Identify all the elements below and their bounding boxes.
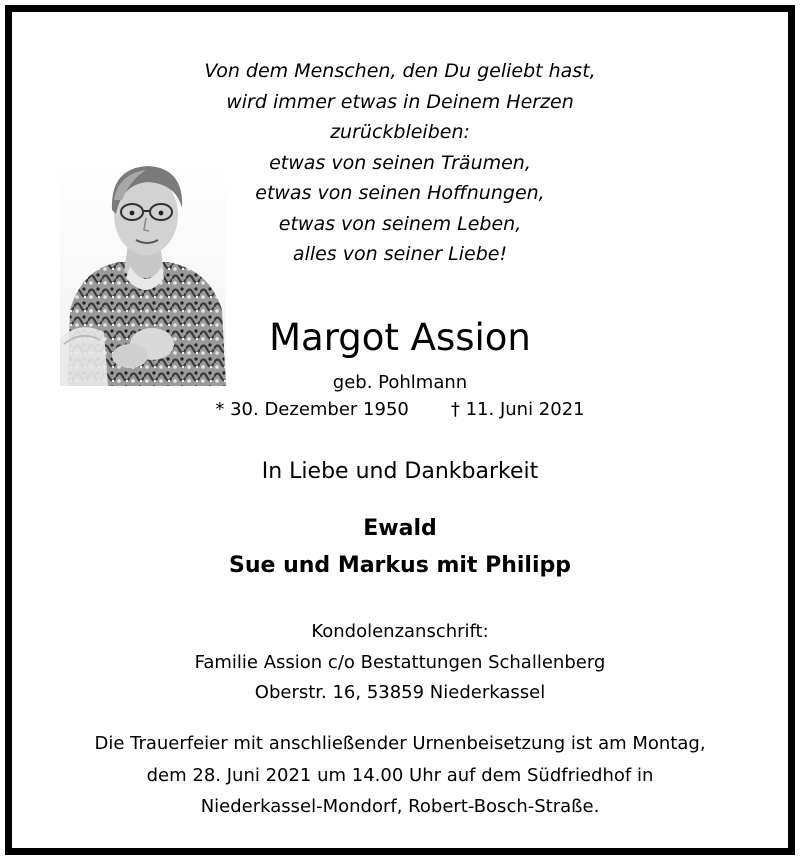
maiden-name: geb. Pohlmann — [332, 372, 468, 393]
mourners — [0, 510, 800, 584]
service-line: dem 28. Juni 2021 um 14.00 Uhr auf dem Südfriedhof in — [146, 764, 654, 786]
mourner-line: Ewald — [363, 516, 437, 541]
mourner-line: Sue und Markus mit Philipp — [229, 553, 571, 578]
poem-line: Von dem Menschen, den Du geliebt hast, — [204, 60, 596, 82]
poem-line: etwas von seinem Leben, — [278, 212, 522, 235]
dedication: In Liebe und Dankbarkeit — [261, 459, 539, 484]
service-line: Die Trauerfeier mit anschließender Urnenbeisetzung ist am Montag, — [94, 733, 706, 754]
condolence-heading: Kondolenzanschrift: — [311, 621, 489, 642]
birth-date: * 30. Dezember 1950 — [215, 399, 409, 420]
poem-line: wird immer etwas in Deinem Herzen — [226, 90, 574, 113]
condolence-address — [0, 617, 800, 709]
service-info — [0, 728, 800, 823]
poem-line: alles von seiner Liebe! — [292, 243, 508, 265]
condolence-line: Familie Assion c/o Bestattungen Schallenberg — [194, 651, 606, 673]
poem-line: zurückbleiben: — [330, 121, 470, 143]
death-date: † 11. Juni 2021 — [450, 399, 585, 420]
service-line: Niederkassel-Mondorf, Robert-Bosch-Straße. — [200, 796, 600, 817]
poem-line: etwas von seinen Träumen, — [269, 151, 531, 174]
life-dates — [0, 398, 800, 422]
deceased-name: Margot Assion — [269, 316, 531, 359]
condolence-line: Oberstr. 16, 53859 Niederkassel — [254, 682, 546, 703]
poem-line: etwas von seinen Hoffnungen, — [255, 182, 545, 204]
